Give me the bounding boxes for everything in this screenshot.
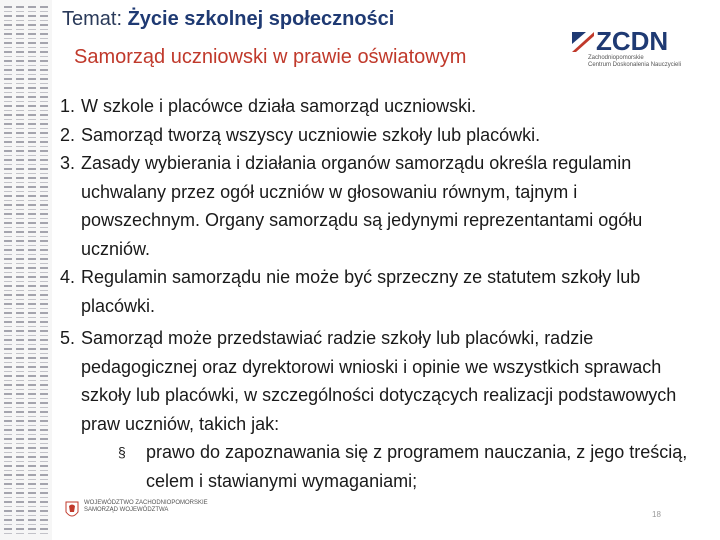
footer-caption-line2: SAMORZĄD WOJEWÓDZTWA (84, 507, 169, 513)
list-item-text: Zasady wybierania i działania organów samorządu określa regulamin uchwalany przez ogół uczniów w głosowaniu równym, tajnym i powszechnym. Organy samorządu są jedynymi reprezentantami ogółu uczniów. (81, 153, 643, 259)
bullet-text: prawo do zapoznawania się z programem nauczania, z jego treścią, celem i stawianymi wymaganiami; (146, 442, 688, 491)
list-item-number: 1. (60, 96, 76, 116)
list-item-text: W szkole i placówce działa samorząd uczniowski. (81, 96, 477, 116)
logo-caption-line2: Centrum Doskonalenia Nauczycieli (588, 62, 682, 68)
griffin-emblem-icon (64, 500, 80, 520)
logo-caption (588, 55, 681, 69)
list-item-text: Samorząd tworzą wszyscy uczniowie szkoły lub placówki. (81, 124, 541, 145)
list-item-number: 2. (60, 124, 76, 145)
page-number: 18 (652, 510, 661, 519)
list-item (60, 324, 700, 438)
bullet-mark: § (118, 444, 126, 460)
list-item (60, 92, 700, 121)
list-item-text: Samorząd może przedstawiać radzie szkoły lub placówki, radzie pedagogicznej oraz dyrektorowi wnioski i opinie we wszystkich sprawach szkoły lub placówki, w szczególności dotyczących realizacji podstawowych praw uczniów, takich jak: (81, 328, 677, 434)
numbered-list (60, 92, 700, 495)
bullet-item (60, 438, 700, 495)
logo-letters: ZCDN (596, 26, 669, 56)
list-item (60, 263, 700, 320)
footer-caption (84, 500, 208, 514)
title-prefix: Temat: (62, 8, 128, 30)
title-topic: Życie szkolnej społeczności (127, 8, 395, 30)
page-subtitle: Samorząd uczniowski w prawie oświatowym (74, 46, 467, 68)
footer-caption-line1: WOJEWÓDZTWO ZACHODNIOPOMORSKIE (84, 500, 208, 506)
list-item (60, 149, 700, 263)
list-item-number: 5. (60, 328, 76, 348)
logo-caption-line1: Zachodniopomorskie (588, 55, 644, 61)
list-item (60, 121, 700, 150)
page-title (62, 8, 394, 31)
list-item-number: 3. (60, 153, 76, 173)
decorative-text-strip (0, 0, 52, 540)
list-item-text: Regulamin samorządu nie może być sprzeczny ze statutem szkoły lub placówki. (81, 267, 641, 316)
list-item-number: 4. (60, 267, 76, 287)
